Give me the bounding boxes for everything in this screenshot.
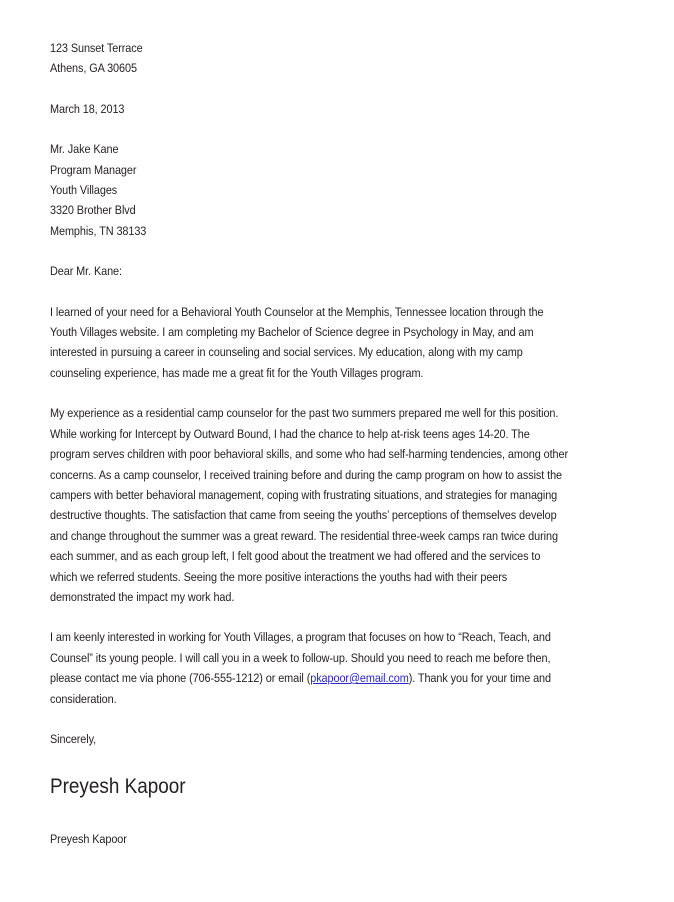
spacer [50, 801, 570, 829]
sender-address-line: Athens, GA 30605 [50, 61, 137, 76]
email-link[interactable]: pkapoor@email.com [310, 671, 409, 686]
salutation: Dear Mr. Kane: [50, 264, 122, 279]
signature: Preyesh Kapoor [50, 775, 186, 799]
spacer [50, 119, 570, 139]
letter-body [50, 38, 570, 850]
spacer [50, 79, 570, 99]
closing-paragraph-text-after-link: ). Thank you for your time and consideration. [50, 671, 551, 706]
spacer [50, 607, 570, 627]
spacer [50, 749, 570, 773]
spacer [50, 383, 570, 403]
closing-paragraph-text-before-link: I am keenly interested in working for Youth Villages, a program that focuses on how to “Reach, Teach, and Counsel” its young people. I will call you in a week to follow-up. Should you need to reach me before then, please contact me via phone (706-555-1212) or email ( [50, 630, 551, 686]
closing-salutation: Sincerely, [50, 731, 97, 746]
recipient-organization: Youth Villages [50, 183, 118, 198]
body-paragraph-3 [50, 627, 570, 709]
letter-date: March 18, 2013 [50, 101, 125, 116]
typed-name: Preyesh Kapoor [50, 832, 127, 847]
sender-address-block [50, 38, 570, 79]
spacer [50, 282, 570, 302]
spacer [50, 709, 570, 729]
recipient-city-state-zip: Memphis, TN 38133 [50, 223, 147, 238]
recipient-street: 3320 Brother Blvd [50, 203, 136, 218]
sender-address-line: 123 Sunset Terrace [50, 41, 143, 55]
body-paragraph-1: I learned of your need for a Behavioral Youth Counselor at the Memphis, Tennessee location through the Youth Villages website. I am completing my Bachelor of Science degree in Psychology in May, and am interested in pursuing a career in counseling and social services. My education, along with my camp counseling experience, has made me a great fit for the Youth Villages program. [50, 304, 544, 380]
recipient-name: Mr. Jake Kane [50, 142, 119, 157]
body-paragraph-2: My experience as a residential camp counselor for the past two summers prepared me well for this position. While working for Intercept by Outward Bound, I had the chance to help at-risk teens ages 14-20. The program serves children with poor behavioral skills, and some who had self-harming tendencies, among other concerns. As a camp counselor, I received training before and during the camp program on how to assist the campers with better behavioral management, coping with frustrating situations, and strategies for managing destructive thoughts. The satisfaction that came from seeing the youths’ perceptions of themselves develop and change throughout the summer was a great reward. The residential three-week camps ran twice during each summer, and as each group left, I felt good about the treatment we had offered and the services to which we referred students. Seeing the more positive interactions the youths had with their peers demonstrated the impact my work had. [50, 406, 569, 604]
recipient-address-block [50, 139, 570, 241]
recipient-title: Program Manager [50, 162, 137, 177]
spacer [50, 241, 570, 261]
